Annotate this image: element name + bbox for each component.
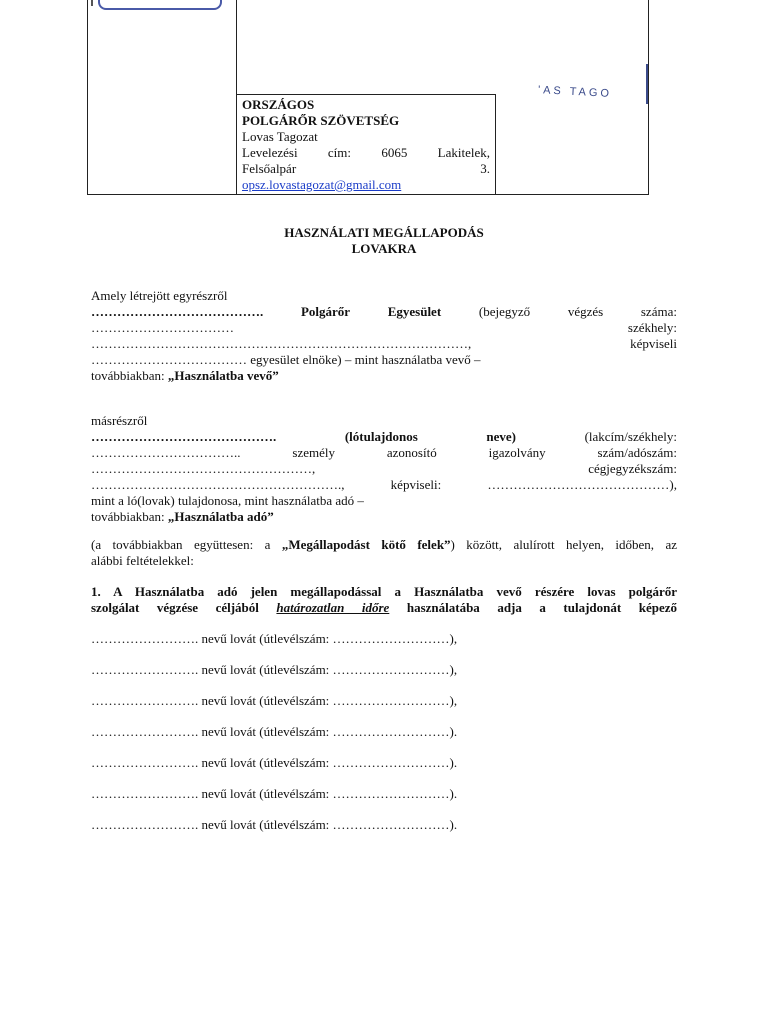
horse-entry: ……………………. nevű lovát (útlevélszám: ………………………). — [91, 817, 458, 832]
party1-address-blank: ……………………………………………………………………………, — [91, 336, 472, 351]
party1-hereinafter: továbbiakban: — [91, 368, 168, 383]
party2-line7 — [91, 509, 274, 525]
party1-reg-blank: …………………………… — [91, 320, 234, 335]
horse-entry: ……………………. nevű lovát (útlevélszám: ………………………), — [91, 662, 458, 677]
org-email-link[interactable]: opsz.lovastagozat@gmail.com — [242, 177, 402, 192]
horse-entry: ……………………. nevű lovát (útlevélszám: ………………………). — [91, 724, 458, 739]
party2-kepviseli: képviseli: — [390, 477, 442, 492]
together-defined-term: „Megállapodást kötő felek” — [281, 537, 451, 552]
parties-together-line1 — [91, 537, 677, 553]
logo-frame — [98, 0, 222, 10]
party2-line4 — [91, 461, 677, 477]
party1-szama: száma: — [640, 304, 677, 319]
horse-entry: ……………………. nevű lovát (útlevélszám: ………………………). — [91, 786, 458, 801]
seal-stamp: 'AS TAGO — [537, 84, 613, 100]
party2-line5 — [91, 477, 677, 493]
party1-vegzes: végzés — [567, 304, 604, 319]
party2-azonosito: azonosító — [386, 445, 437, 460]
party1-rep-blank: ……………………………… — [91, 352, 247, 367]
organization-cell — [237, 94, 496, 195]
party2-defined-term: „Használatba adó” — [167, 509, 274, 524]
party1-role: egyesület elnöke) – mint használatba vevő – — [247, 352, 481, 367]
org-name-line2: POLGÁRŐR SZÖVETSÉG — [242, 113, 400, 128]
horse-entry: ……………………. nevű lovát (útlevélszám: ………………………). — [91, 755, 458, 770]
party1-defined-term: „Használatba vevő” — [167, 368, 279, 383]
party2-lotulajdonos: (lótulajdonos — [344, 429, 418, 444]
document-title: HASZNÁLATI MEGÁLLAPODÁS — [284, 225, 484, 240]
seal-edge — [646, 64, 648, 104]
party1-intro: Amely létrejött egyrészről — [91, 288, 228, 303]
org-name-line1: ORSZÁGOS — [242, 97, 315, 112]
seal-cell — [496, 0, 649, 195]
party1-line3 — [91, 320, 677, 336]
party1-line4 — [91, 336, 677, 352]
party2-rep-blank: ……………………………………), — [487, 477, 677, 492]
party1-polgaror: Polgárőr — [300, 304, 351, 319]
logo-tick — [91, 0, 93, 6]
horse-entry: ……………………. nevű lovát (útlevélszám: ………………………), — [91, 693, 458, 708]
clause1-owned: használatába adja a tulajdonát képező — [389, 600, 678, 615]
clause1-line2 — [91, 600, 677, 616]
party2-szemely: személy — [292, 445, 335, 460]
clause1-indefinite-term: határozatlan időre — [276, 600, 390, 615]
party2-szam-adoszam: szám/adószám: — [597, 445, 677, 460]
party2-cegjegyzekszam: cégjegyzékszám: — [588, 461, 677, 476]
party1-egyesulet: Egyesület — [387, 304, 442, 319]
party2-neve: neve) — [486, 429, 516, 444]
parties-together-line2: alábbi feltételekkel: — [91, 553, 194, 568]
horse-entry: ……………………. nevű lovát (útlevélszám: ………………………), — [91, 631, 458, 646]
party2-line6: mint a ló(lovak) tulajdonosa, mint használatba adó – — [91, 493, 364, 508]
document-subtitle: LOVAKRA — [351, 241, 417, 256]
together-text2: ) között, alulírott helyen, időben, az — [450, 537, 677, 552]
header-table — [87, 0, 649, 196]
clause1-line1: 1. A Használatba adó jelen megállapodással a Használatba vevő részére lovas polgárőr — [91, 584, 677, 599]
party2-hereinafter: továbbiakban: — [91, 509, 168, 524]
party1-line2 — [91, 304, 677, 320]
logo-cell — [87, 0, 237, 195]
party2-line2 — [91, 429, 677, 445]
party2-intro: másrészről — [91, 413, 148, 428]
party2-igazolvany: igazolvány — [488, 445, 546, 460]
party1-line6 — [91, 368, 279, 384]
party1-kepviseli: képviseli — [630, 336, 677, 351]
party1-bejegyzo: (bejegyző — [478, 304, 531, 319]
party1-szekhely: székhely: — [627, 320, 677, 335]
org-division: Lovas Tagozat — [242, 129, 318, 144]
party1-line5 — [91, 352, 481, 368]
party1-name-blank: …………………………………. — [91, 304, 264, 319]
party2-lakcim: (lakcím/székhely: — [584, 429, 677, 444]
party2-line3 — [91, 445, 677, 461]
together-text1: (a továbbiakban együttesen: a — [91, 537, 282, 552]
org-address-2: Felsőalpár 3. — [242, 161, 490, 176]
party2-company-blank: …………………………………………………., — [91, 477, 345, 492]
party2-tax-blank: ……………………………………………, — [91, 461, 316, 476]
party2-id-blank: …………………………….. — [91, 445, 241, 460]
party2-name-blank: ……………………………………. — [91, 429, 277, 444]
org-address-1: Levelezési cím: 6065 Lakitelek, — [242, 145, 490, 160]
clause1-purpose: szolgálat végzése céljából — [91, 600, 277, 615]
